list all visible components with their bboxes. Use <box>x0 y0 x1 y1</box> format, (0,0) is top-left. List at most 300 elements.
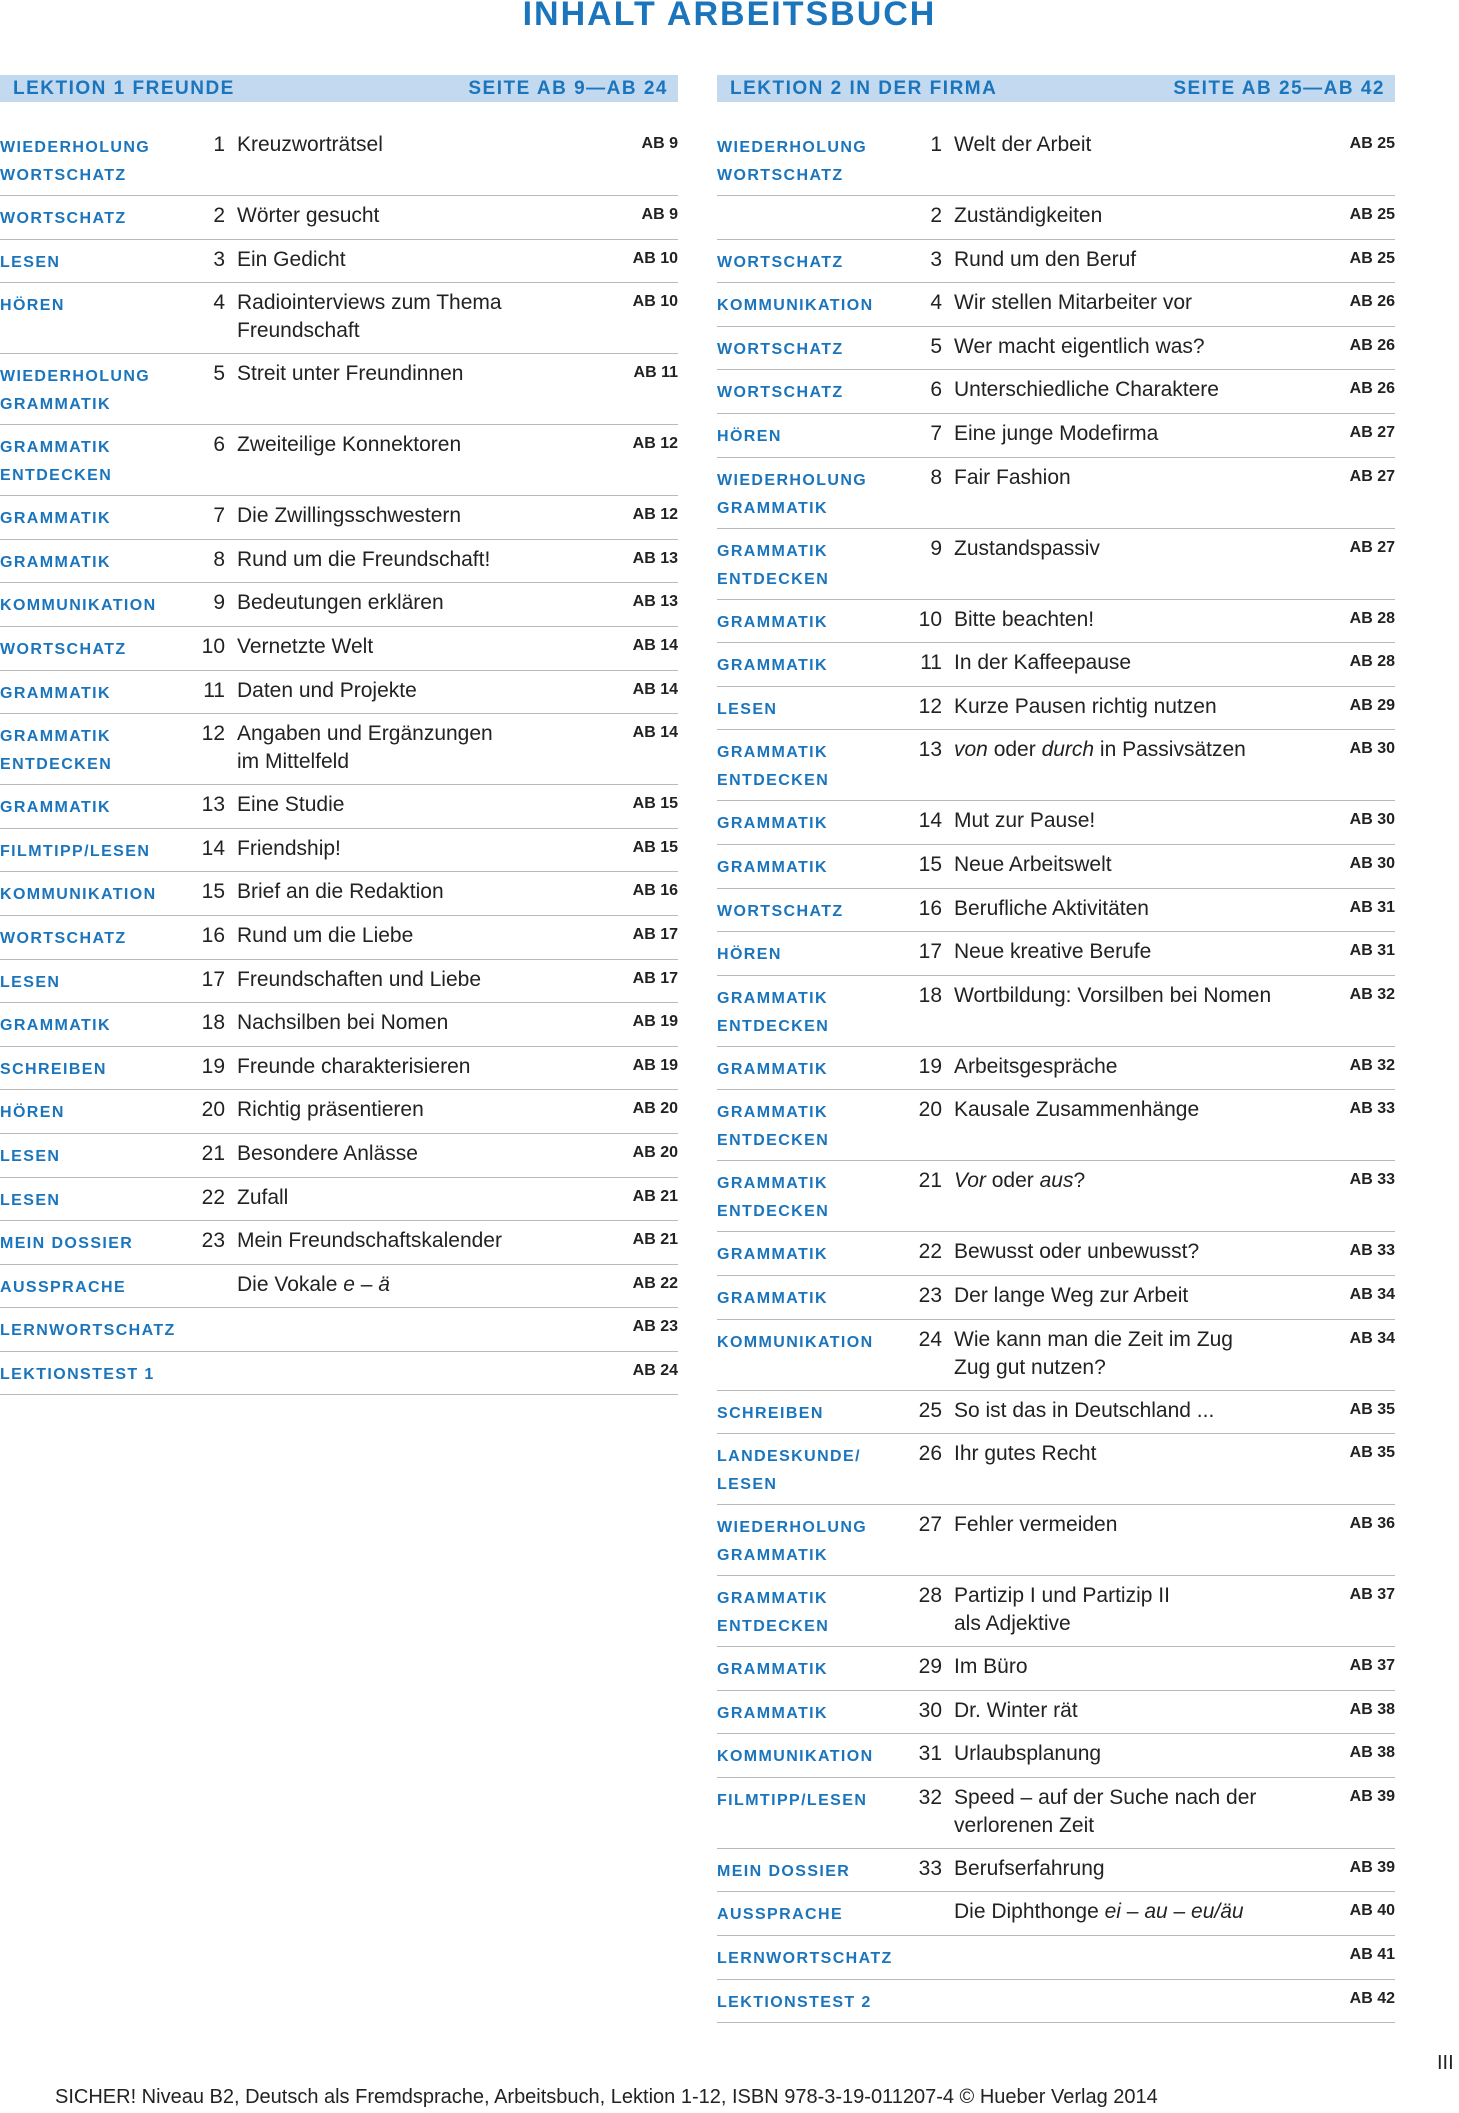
toc-row <box>717 845 1395 889</box>
toc-page: AB 28 <box>1349 653 1395 671</box>
toc-row <box>0 196 678 240</box>
toc-number: 25 <box>918 1398 942 1422</box>
toc-number: 18 <box>201 1011 225 1035</box>
toc-title: Zweiteilige Konnektoren <box>237 433 462 457</box>
toc-category: SCHREIBEN <box>717 1404 824 1422</box>
toc-row <box>717 1892 1395 1936</box>
toc-title: Eine junge Modefirma <box>954 421 1159 445</box>
toc-row <box>717 1647 1395 1691</box>
toc-number: 6 <box>930 378 942 402</box>
toc-number: 7 <box>930 421 942 445</box>
toc-number: 21 <box>918 1169 942 1193</box>
toc-title: Rund um die Liebe <box>237 923 414 947</box>
toc-number: 12 <box>918 694 942 718</box>
toc-page: AB 25 <box>1349 206 1395 223</box>
toc-page: AB 26 <box>1349 336 1395 354</box>
toc-row <box>0 671 678 715</box>
toc-row <box>717 327 1395 371</box>
toc-page: AB 21 <box>632 1187 678 1205</box>
toc-title: Wörter gesucht <box>237 204 380 227</box>
toc-category: GRAMMATIK <box>0 1017 111 1035</box>
toc-row <box>0 583 678 627</box>
toc-number: 23 <box>918 1283 942 1307</box>
toc-page: AB 27 <box>1349 538 1395 556</box>
toc-page: AB 12 <box>632 435 678 453</box>
toc-number: 13 <box>201 793 225 817</box>
toc-page: AB 33 <box>1349 1242 1395 1260</box>
toc-row <box>717 240 1395 284</box>
toc-page: AB 35 <box>1349 1400 1395 1418</box>
toc-row <box>0 714 678 785</box>
toc-row <box>717 1391 1395 1435</box>
lesson-2-column <box>717 75 1395 2023</box>
toc-category: LESEN <box>717 700 778 718</box>
toc-category: GRAMMATIK ENTDECKEN <box>717 1104 830 1150</box>
toc-number: 2 <box>930 204 942 227</box>
toc-number: 16 <box>918 896 942 920</box>
lesson-2-title: LEKTION 2 IN DER FIRMA <box>730 77 998 99</box>
toc-title: Unterschiedliche Charaktere <box>954 378 1219 402</box>
lesson-1-rows <box>0 125 678 1395</box>
toc-row <box>0 1178 678 1222</box>
toc-category: HÖREN <box>0 1104 65 1122</box>
toc-number: 17 <box>918 940 942 964</box>
toc-category: WORTSCHATZ <box>717 253 844 271</box>
toc-row <box>0 1221 678 1265</box>
toc-page: AB 9 <box>641 206 678 223</box>
toc-row <box>0 240 678 284</box>
toc-category: GRAMMATIK ENTDECKEN <box>0 728 113 774</box>
toc-number: 10 <box>918 607 942 631</box>
toc-page: AB 14 <box>632 636 678 654</box>
toc-page: AB 17 <box>632 969 678 987</box>
toc-category: LEKTIONSTEST 1 <box>0 1365 155 1383</box>
toc-page: AB 20 <box>632 1143 678 1161</box>
toc-page: AB 19 <box>632 1013 678 1031</box>
toc-page: AB 15 <box>632 795 678 813</box>
toc-category: GRAMMATIK ENTDECKEN <box>717 1590 830 1636</box>
toc-category: WORTSCHATZ <box>717 902 844 920</box>
toc-category: KOMMUNIKATION <box>717 297 874 315</box>
toc-title: von oder durch in Passivsätzen <box>954 738 1246 762</box>
toc-number <box>190 1311 237 1314</box>
toc-number: 29 <box>918 1655 942 1679</box>
toc-number: 9 <box>213 591 225 615</box>
toc-page: AB 36 <box>1349 1515 1395 1533</box>
toc-category: MEIN DOSSIER <box>0 1235 134 1253</box>
toc-number: 26 <box>918 1442 942 1466</box>
lesson-2-header <box>717 75 1395 102</box>
toc-title: Vor oder aus? <box>954 1169 1086 1193</box>
toc-row <box>717 976 1395 1047</box>
toc-title: Bewusst oder unbewusst? <box>954 1240 1200 1264</box>
toc-category: AUSSPRACHE <box>0 1278 127 1296</box>
toc-category: AUSSPRACHE <box>717 1906 844 1924</box>
toc-category: GRAMMATIK <box>717 858 828 876</box>
toc-title: Daten und Projekte <box>237 678 417 702</box>
toc-title: Besondere Anlässe <box>237 1141 418 1165</box>
toc-category: LESEN <box>0 1147 61 1165</box>
toc-number: 9 <box>930 536 942 560</box>
toc-row <box>0 540 678 584</box>
toc-number: 5 <box>213 362 225 386</box>
toc-page: AB 13 <box>632 549 678 567</box>
toc-title: Speed – auf der Suche nach der verlorenen Zeit <box>954 1785 1257 1837</box>
toc-page: AB 9 <box>641 135 678 152</box>
toc-title: Wer macht eigentlich was? <box>954 334 1205 358</box>
toc-category: GRAMMATIK <box>717 1060 828 1078</box>
toc-row <box>717 932 1395 976</box>
toc-title: Die Zwillingsschwestern <box>237 504 462 528</box>
toc-page: AB 39 <box>1349 1787 1395 1805</box>
toc-title: Rund um die Freundschaft! <box>237 547 491 571</box>
toc-category: WIEDERHOLUNG GRAMMATIK <box>717 471 868 517</box>
toc-row <box>717 1980 1395 2024</box>
toc-row <box>717 414 1395 458</box>
toc-page: AB 28 <box>1349 609 1395 627</box>
toc-row <box>717 370 1395 414</box>
toc-title: Bitte beachten! <box>954 607 1095 631</box>
toc-category: GRAMMATIK <box>717 657 828 675</box>
toc-number <box>907 1895 954 1898</box>
toc-category: GRAMMATIK <box>0 799 111 817</box>
toc-title: Eine Studie <box>237 793 345 817</box>
toc-category: FILMTIPP/LESEN <box>717 1791 868 1809</box>
toc-title: Zustandspassiv <box>954 536 1100 560</box>
lesson-1-title: LEKTION 1 FREUNDE <box>13 77 235 99</box>
toc-category: GRAMMATIK <box>717 815 828 833</box>
toc-category: WORTSCHATZ <box>0 210 127 227</box>
toc-title: Vernetzte Welt <box>237 634 374 658</box>
toc-title: Ein Gedicht <box>237 247 346 271</box>
toc-title: Freundschaften und Liebe <box>237 967 482 991</box>
toc-number <box>190 1268 237 1271</box>
toc-title: Kausale Zusammenhänge <box>954 1098 1200 1122</box>
toc-row <box>717 643 1395 687</box>
toc-category: WORTSCHATZ <box>0 640 127 658</box>
toc-title: Rund um den Beruf <box>954 247 1137 271</box>
toc-category: KOMMUNIKATION <box>717 1333 874 1351</box>
toc-number: 8 <box>213 547 225 571</box>
toc-row <box>717 889 1395 933</box>
toc-number <box>907 1983 954 1986</box>
toc-category <box>717 199 907 205</box>
toc-title: Mut zur Pause! <box>954 809 1096 833</box>
toc-row <box>0 1265 678 1309</box>
toc-page: AB 16 <box>632 882 678 900</box>
toc-row <box>717 458 1395 529</box>
toc-number: 8 <box>930 465 942 489</box>
toc-title: Partizip I und Partizip II als Adjektive <box>954 1584 1170 1636</box>
toc-title: Arbeitsgespräche <box>954 1054 1118 1078</box>
toc-number: 4 <box>930 291 942 315</box>
toc-number: 1 <box>930 133 942 156</box>
toc-row <box>0 872 678 916</box>
toc-page: AB 35 <box>1349 1444 1395 1462</box>
toc-page: AB 19 <box>632 1056 678 1074</box>
toc-page: AB 34 <box>1349 1285 1395 1303</box>
toc-category: KOMMUNIKATION <box>0 597 157 615</box>
toc-number: 16 <box>201 923 225 947</box>
toc-number: 11 <box>920 651 942 675</box>
toc-page: AB 32 <box>1349 985 1395 1003</box>
toc-number: 19 <box>918 1054 942 1078</box>
toc-page: AB 10 <box>632 293 678 311</box>
lesson-1-page-range: SEITE AB 9—AB 24 <box>468 77 668 99</box>
toc-row <box>717 1090 1395 1161</box>
toc-title: Die Vokale e – ä <box>237 1272 390 1296</box>
toc-title: Mein Freundschaftskalender <box>237 1229 502 1253</box>
toc-page: AB 27 <box>1349 423 1395 441</box>
toc-page: AB 11 <box>633 364 678 382</box>
toc-number: 21 <box>201 1141 225 1165</box>
toc-row <box>0 1352 678 1396</box>
page-title: INHALT ARBEITSBUCH <box>522 0 937 33</box>
toc-title: Zufall <box>237 1185 289 1209</box>
toc-row <box>0 829 678 873</box>
toc-title: Kreuzworträtsel <box>237 133 383 156</box>
toc-category: KOMMUNIKATION <box>0 886 157 904</box>
toc-title: Berufliche Aktivitäten <box>954 896 1149 920</box>
toc-row <box>0 496 678 540</box>
toc-category: LANDESKUNDE/ LESEN <box>717 1448 861 1494</box>
toc-category: GRAMMATIK <box>717 1289 828 1307</box>
toc-row <box>717 1047 1395 1091</box>
toc-row <box>717 801 1395 845</box>
toc-category: LESEN <box>0 1191 61 1209</box>
toc-title: Neue Arbeitswelt <box>954 852 1112 876</box>
toc-page: AB 31 <box>1349 942 1395 960</box>
toc-number <box>190 1355 237 1358</box>
toc-number: 22 <box>918 1240 942 1264</box>
toc-category: GRAMMATIK <box>0 684 111 702</box>
toc-title: Angaben und Ergänzungen im Mittelfeld <box>237 722 493 774</box>
toc-title: Richtig präsentieren <box>237 1098 424 1122</box>
toc-page: AB 33 <box>1349 1171 1395 1189</box>
toc-number: 28 <box>918 1584 942 1608</box>
toc-category: GRAMMATIK ENTDECKEN <box>717 542 830 588</box>
toc-category: SCHREIBEN <box>0 1060 107 1078</box>
toc-page: AB 20 <box>632 1100 678 1118</box>
toc-category: MEIN DOSSIER <box>717 1862 851 1880</box>
toc-category: GRAMMATIK ENTDECKEN <box>717 744 830 790</box>
toc-number: 20 <box>918 1098 942 1122</box>
toc-page: AB 37 <box>1349 1657 1395 1675</box>
toc-title <box>954 1983 1305 1986</box>
toc-page: AB 37 <box>1349 1586 1395 1604</box>
toc-title: Welt der Arbeit <box>954 133 1092 156</box>
toc-number: 15 <box>201 880 225 904</box>
toc-title: Friendship! <box>237 836 341 860</box>
toc-page: AB 32 <box>1349 1056 1395 1074</box>
toc-page: AB 33 <box>1349 1100 1395 1118</box>
toc-row <box>717 1161 1395 1232</box>
toc-page: AB 25 <box>1349 135 1395 152</box>
toc-page: AB 17 <box>632 925 678 943</box>
toc-page: AB 34 <box>1349 1329 1395 1347</box>
toc-category: WORTSCHATZ <box>0 929 127 947</box>
toc-title: Fehler vermeiden <box>954 1513 1118 1537</box>
toc-page: AB 27 <box>1349 467 1395 485</box>
toc-row <box>717 1936 1395 1980</box>
toc-row <box>717 1320 1395 1391</box>
toc-number: 15 <box>918 852 942 876</box>
toc-row <box>717 1691 1395 1735</box>
toc-title: So ist das in Deutschland ... <box>954 1398 1215 1422</box>
toc-number: 10 <box>201 634 225 658</box>
toc-row <box>717 1232 1395 1276</box>
toc-title: Berufserfahrung <box>954 1856 1105 1880</box>
toc-number: 5 <box>930 334 942 358</box>
toc-row <box>0 125 678 196</box>
toc-row <box>0 1047 678 1091</box>
toc-title: Der lange Weg zur Arbeit <box>954 1283 1189 1307</box>
lesson-2-page-range: SEITE AB 25—AB 42 <box>1173 77 1385 99</box>
toc-category: GRAMMATIK <box>717 1661 828 1679</box>
toc-row <box>717 529 1395 600</box>
toc-category: WIEDERHOLUNG GRAMMATIK <box>0 368 151 414</box>
toc-page: AB 30 <box>1349 854 1395 872</box>
toc-row <box>0 283 678 354</box>
toc-row <box>717 1778 1395 1849</box>
lesson-1-header <box>0 75 678 102</box>
toc-title: Wir stellen Mitarbeiter vor <box>954 291 1193 315</box>
toc-row <box>717 125 1395 196</box>
toc-title: Ihr gutes Recht <box>954 1442 1097 1466</box>
toc-category: WIEDERHOLUNG GRAMMATIK <box>717 1519 868 1565</box>
toc-row <box>0 1134 678 1178</box>
toc-row <box>0 1003 678 1047</box>
toc-page: AB 26 <box>1349 380 1395 398</box>
toc-category: GRAMMATIK <box>717 1246 828 1264</box>
toc-category: FILMTIPP/LESEN <box>0 842 151 860</box>
toc-page: AB 30 <box>1349 740 1395 758</box>
toc-row <box>717 687 1395 731</box>
toc-title: Dr. Winter rät <box>954 1698 1078 1722</box>
toc-page: AB 10 <box>632 249 678 267</box>
toc-page: AB 38 <box>1349 1700 1395 1718</box>
toc-page: AB 13 <box>632 593 678 611</box>
toc-number: 17 <box>201 967 225 991</box>
toc-row <box>0 1090 678 1134</box>
lesson-1-column <box>0 75 678 1395</box>
toc-title: Neue kreative Berufe <box>954 940 1152 964</box>
toc-title: Kurze Pausen richtig nutzen <box>954 694 1217 718</box>
toc-category: GRAMMATIK ENTDECKEN <box>0 439 113 485</box>
toc-number: 14 <box>201 836 225 860</box>
toc-row <box>0 1308 678 1352</box>
toc-title <box>237 1355 588 1358</box>
toc-title: In der Kaffeepause <box>954 651 1132 675</box>
toc-category: WIEDERHOLUNG WORTSCHATZ <box>717 139 868 184</box>
toc-page: AB 30 <box>1349 811 1395 829</box>
toc-category: LESEN <box>0 973 61 991</box>
lesson-2-rows <box>717 125 1395 2023</box>
toc-title: Streit unter Freundinnen <box>237 362 464 386</box>
toc-number: 4 <box>213 291 225 315</box>
footer-citation: SICHER! Niveau B2, Deutsch als Fremdsprache, Arbeitsbuch, Lektion 1-12, ISBN 978-3-19-011207-4 © Hueber Verlag 2014 <box>55 2086 1158 2108</box>
toc-page: AB 21 <box>632 1231 678 1249</box>
toc-page: AB 31 <box>1349 898 1395 916</box>
toc-category: GRAMMATIK ENTDECKEN <box>717 989 830 1035</box>
toc-number: 23 <box>201 1229 225 1253</box>
toc-page: AB 42 <box>1349 1989 1395 2007</box>
toc-page: AB 24 <box>632 1361 678 1379</box>
toc-category: WORTSCHATZ <box>717 340 844 358</box>
toc-row <box>0 425 678 496</box>
toc-number: 19 <box>201 1054 225 1078</box>
toc-number <box>907 1939 954 1942</box>
toc-number: 30 <box>918 1698 942 1722</box>
toc-number: 33 <box>918 1856 942 1880</box>
toc-category: WIEDERHOLUNG WORTSCHATZ <box>0 139 151 184</box>
toc-number: 3 <box>930 247 942 271</box>
toc-category: HÖREN <box>717 427 782 445</box>
toc-title: Zuständigkeiten <box>954 204 1103 227</box>
toc-title: Nachsilben bei Nomen <box>237 1011 449 1035</box>
toc-number: 3 <box>213 247 225 271</box>
toc-row <box>717 1849 1395 1893</box>
toc-category: GRAMMATIK ENTDECKEN <box>717 1175 830 1221</box>
toc-category: LEKTIONSTEST 2 <box>717 1993 872 2011</box>
toc-row <box>717 283 1395 327</box>
toc-page: AB 25 <box>1349 249 1395 267</box>
toc-page: AB 15 <box>632 838 678 856</box>
toc-number: 1 <box>213 133 225 156</box>
toc-category: GRAMMATIK <box>717 613 828 631</box>
toc-number: 13 <box>918 738 942 762</box>
toc-row <box>717 1734 1395 1778</box>
toc-number: 14 <box>918 809 942 833</box>
toc-row <box>0 627 678 671</box>
toc-number: 7 <box>213 504 225 528</box>
toc-page: AB 41 <box>1349 1946 1395 1964</box>
toc-row <box>0 916 678 960</box>
toc-page: AB 14 <box>632 724 678 742</box>
toc-number: 2 <box>213 204 225 227</box>
toc-row <box>717 600 1395 644</box>
toc-page: AB 12 <box>632 506 678 524</box>
toc-title: Im Büro <box>954 1655 1028 1679</box>
toc-row <box>717 1576 1395 1647</box>
toc-title: Wortbildung: Vorsilben bei Nomen <box>954 983 1272 1007</box>
toc-row <box>717 1434 1395 1505</box>
toc-page: AB 38 <box>1349 1744 1395 1762</box>
toc-page: AB 14 <box>632 680 678 698</box>
toc-number: 22 <box>201 1185 225 1209</box>
toc-number: 24 <box>918 1327 942 1351</box>
toc-row <box>0 960 678 1004</box>
toc-title: Radiointerviews zum Thema Freundschaft <box>237 291 502 343</box>
toc-category: GRAMMATIK <box>717 1704 828 1722</box>
toc-category: HÖREN <box>717 946 782 964</box>
toc-title <box>954 1939 1305 1942</box>
toc-number: 27 <box>918 1513 942 1537</box>
toc-category: WORTSCHATZ <box>717 384 844 402</box>
toc-category: LERNWORTSCHATZ <box>0 1322 176 1340</box>
toc-title: Wie kann man die Zeit im Zug Zug gut nutzen? <box>954 1327 1233 1379</box>
toc-category: LESEN <box>0 253 61 271</box>
toc-number: 20 <box>201 1098 225 1122</box>
toc-row <box>717 1505 1395 1576</box>
toc-category: GRAMMATIK <box>0 510 111 528</box>
toc-number: 31 <box>918 1742 942 1766</box>
toc-title: Die Diphthonge ei – au – eu/äu <box>954 1900 1244 1924</box>
toc-number: 11 <box>203 678 225 702</box>
page-number: III <box>1437 2052 1454 2074</box>
toc-title: Urlaubsplanung <box>954 1742 1102 1766</box>
toc-row <box>717 730 1395 801</box>
